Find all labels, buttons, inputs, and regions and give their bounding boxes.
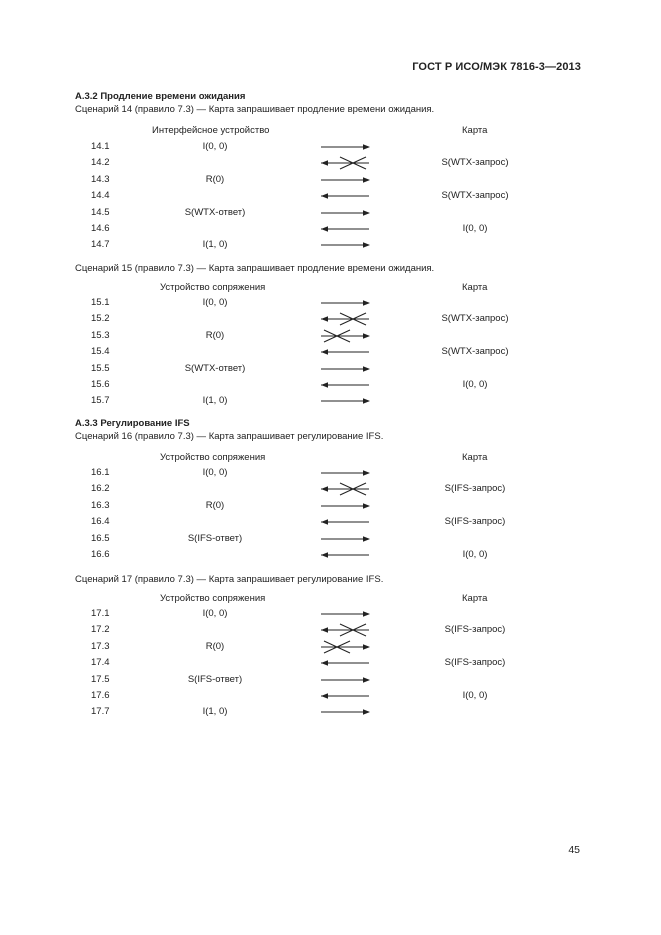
sequence-row xyxy=(0,157,661,171)
arrow-left xyxy=(318,656,374,670)
card-block: S(WTX-запрос) xyxy=(441,346,509,358)
card-block: S(WTX-запрос) xyxy=(441,157,509,169)
crossed-arrow-left xyxy=(318,623,374,637)
scenario-caption: Сценарий 16 (правило 7.3) — Карта запрашивает регулирование IFS. xyxy=(75,431,384,442)
step-number: 14.3 xyxy=(91,173,110,185)
interface-block: R(0) xyxy=(205,329,225,341)
column-header-card: Карта xyxy=(462,593,488,604)
sequence-row xyxy=(0,516,661,530)
step-number: 16.4 xyxy=(91,516,110,528)
arrow-right xyxy=(318,296,374,310)
step-number: 14.1 xyxy=(91,141,110,152)
sequence-row xyxy=(0,190,661,204)
card-block: S(IFS-запрос) xyxy=(444,657,506,669)
sequence-row xyxy=(0,706,661,720)
arrow-right xyxy=(318,206,374,220)
column-header-interface: Интерфейсное устройство xyxy=(152,125,270,136)
step-number: 14.5 xyxy=(91,206,110,218)
column-header-interface: Устройство сопряжения xyxy=(160,452,266,463)
interface-block: I(1, 0) xyxy=(202,395,228,407)
step-number: 16.6 xyxy=(91,549,110,560)
sequence-row xyxy=(0,207,661,221)
sequence-row xyxy=(0,174,661,188)
arrow-right xyxy=(318,362,374,376)
crossed-arrow-left xyxy=(318,312,374,326)
sequence-row xyxy=(0,297,661,311)
step-number: 16.2 xyxy=(91,483,110,495)
step-number: 15.5 xyxy=(91,362,110,374)
sequence-row xyxy=(0,379,661,393)
arrow-left xyxy=(318,222,374,236)
crossed-arrow-left xyxy=(318,156,374,170)
sequence-row xyxy=(0,363,661,377)
sequence-row xyxy=(0,346,661,360)
step-number: 15.4 xyxy=(91,346,110,358)
sequence-row xyxy=(0,395,661,409)
card-block: I(0, 0) xyxy=(462,549,488,560)
scenario-caption: Сценарий 14 (правило 7.3) — Карта запрашивает продление времени ожидания. xyxy=(75,104,435,115)
crossed-arrow-right xyxy=(318,329,374,343)
step-number: 14.7 xyxy=(91,239,110,251)
interface-block: S(WTX-ответ) xyxy=(184,362,246,374)
section-title: А.3.2 Продление времени ожидания xyxy=(75,91,246,102)
page-number: 45 xyxy=(568,844,580,856)
arrow-left xyxy=(318,378,374,392)
step-number: 17.1 xyxy=(91,608,110,619)
interface-block: I(1, 0) xyxy=(202,239,228,251)
step-number: 15.3 xyxy=(91,329,110,341)
sequence-row xyxy=(0,500,661,514)
step-number: 16.3 xyxy=(91,499,110,511)
step-number: 15.1 xyxy=(91,297,110,308)
interface-block: I(0, 0) xyxy=(202,297,228,308)
arrow-right xyxy=(318,140,374,154)
card-block: I(0, 0) xyxy=(462,223,488,234)
card-block: I(0, 0) xyxy=(462,379,488,390)
column-header-card: Карта xyxy=(462,452,488,463)
interface-block: S(IFS-ответ) xyxy=(187,532,243,544)
arrow-right xyxy=(318,673,374,687)
step-number: 15.7 xyxy=(91,395,110,407)
arrow-right xyxy=(318,532,374,546)
arrow-left xyxy=(318,345,374,359)
column-header-interface: Устройство сопряжения xyxy=(160,593,266,604)
step-number: 17.3 xyxy=(91,640,110,652)
arrow-right xyxy=(318,607,374,621)
interface-block: I(0, 0) xyxy=(202,608,228,619)
arrow-right xyxy=(318,173,374,187)
interface-block: R(0) xyxy=(205,173,225,185)
step-number: 17.5 xyxy=(91,673,110,685)
arrow-right xyxy=(318,466,374,480)
interface-block: I(0, 0) xyxy=(202,467,228,478)
step-number: 17.4 xyxy=(91,657,110,669)
card-block: S(WTX-запрос) xyxy=(441,313,509,325)
sequence-row xyxy=(0,467,661,481)
sequence-row xyxy=(0,624,661,638)
document-header: ГОСТ Р ИСО/МЭК 7816-3—2013 xyxy=(412,61,581,73)
interface-block: R(0) xyxy=(205,640,225,652)
step-number: 16.1 xyxy=(91,467,110,478)
interface-block: S(WTX-ответ) xyxy=(184,206,246,218)
card-block: S(IFS-запрос) xyxy=(444,516,506,528)
interface-block: I(0, 0) xyxy=(202,141,228,152)
scenario-caption: Сценарий 17 (правило 7.3) — Карта запрашивает регулирование IFS. xyxy=(75,574,384,585)
arrow-left xyxy=(318,548,374,562)
step-number: 14.4 xyxy=(91,190,110,202)
sequence-row xyxy=(0,608,661,622)
crossed-arrow-right xyxy=(318,640,374,654)
section-title: А.3.3 Регулирование IFS xyxy=(75,418,190,429)
step-number: 14.2 xyxy=(91,157,110,169)
interface-block: R(0) xyxy=(205,499,225,511)
sequence-row xyxy=(0,690,661,704)
column-header-card: Карта xyxy=(462,282,488,293)
step-number: 15.2 xyxy=(91,313,110,325)
step-number: 17.6 xyxy=(91,690,110,701)
sequence-row xyxy=(0,223,661,237)
step-number: 15.6 xyxy=(91,379,110,390)
card-block: S(IFS-запрос) xyxy=(444,624,506,636)
interface-block: S(IFS-ответ) xyxy=(187,673,243,685)
card-block: I(0, 0) xyxy=(462,690,488,701)
sequence-row xyxy=(0,313,661,327)
sequence-row xyxy=(0,533,661,547)
step-number: 17.2 xyxy=(91,624,110,636)
arrow-left xyxy=(318,515,374,529)
arrow-right xyxy=(318,705,374,719)
arrow-right xyxy=(318,394,374,408)
sequence-row xyxy=(0,674,661,688)
step-number: 16.5 xyxy=(91,532,110,544)
interface-block: I(1, 0) xyxy=(202,706,228,718)
arrow-left xyxy=(318,689,374,703)
step-number: 14.6 xyxy=(91,223,110,234)
sequence-row xyxy=(0,330,661,344)
sequence-row xyxy=(0,641,661,655)
arrow-right xyxy=(318,238,374,252)
step-number: 17.7 xyxy=(91,706,110,718)
card-block: S(WTX-запрос) xyxy=(441,190,509,202)
sequence-row xyxy=(0,483,661,497)
crossed-arrow-left xyxy=(318,482,374,496)
sequence-row xyxy=(0,549,661,563)
sequence-row xyxy=(0,141,661,155)
arrow-left xyxy=(318,189,374,203)
column-header-interface: Устройство сопряжения xyxy=(160,282,266,293)
card-block: S(IFS-запрос) xyxy=(444,483,506,495)
sequence-row xyxy=(0,239,661,253)
scenario-caption: Сценарий 15 (правило 7.3) — Карта запрашивает продление времени ожидания. xyxy=(75,263,435,274)
sequence-row xyxy=(0,657,661,671)
arrow-right xyxy=(318,499,374,513)
column-header-card: Карта xyxy=(462,125,488,136)
